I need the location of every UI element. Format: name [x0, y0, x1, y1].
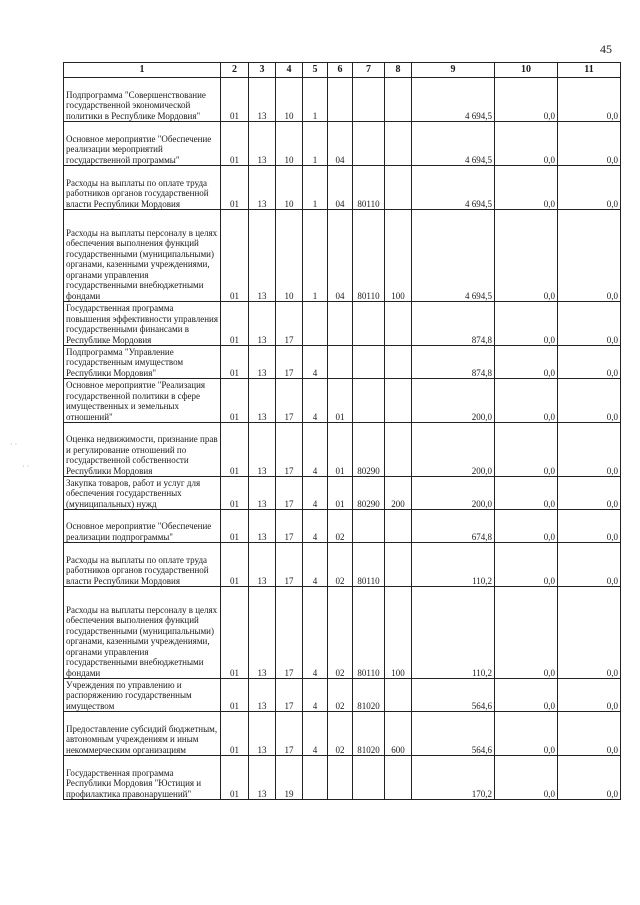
cell-c5: 4 [303, 379, 328, 423]
cell-c8 [385, 379, 412, 423]
cell-c6: 02 [328, 679, 353, 712]
cell-c6: 01 [328, 477, 353, 510]
cell-c6: 02 [328, 712, 353, 756]
cell-c3: 13 [249, 423, 276, 477]
cell-c3: 13 [249, 756, 276, 800]
cell-c5: 4 [303, 423, 328, 477]
cell-c4: 17 [276, 543, 303, 587]
header-cell: 4 [276, 63, 303, 78]
cell-c11: 0,0 [558, 587, 621, 679]
margin-mark: · · [22, 462, 30, 471]
cell-c2: 01 [221, 587, 249, 679]
cell-c10: 0,0 [495, 510, 558, 543]
cell-c10: 0,0 [495, 346, 558, 379]
cell-c2: 01 [221, 78, 249, 122]
cell-c9: 674,8 [412, 510, 495, 543]
cell-c11: 0,0 [558, 379, 621, 423]
cell-c4: 10 [276, 166, 303, 210]
cell-c7: 80110 [353, 587, 385, 679]
cell-c7 [353, 379, 385, 423]
row-name: Расходы на выплаты персоналу в целях обеспечения выполнения функций государственными (муниципальными) органами, казенными учреждениями, органами управления государственными внебюджетными фондами [64, 587, 221, 679]
cell-c10: 0,0 [495, 166, 558, 210]
cell-c6 [328, 756, 353, 800]
cell-c2: 01 [221, 379, 249, 423]
cell-c8 [385, 543, 412, 587]
row-name: Предоставление субсидий бюджетным, автономным учреждениям и иным некоммерческим организациям [64, 712, 221, 756]
row-name: Основное мероприятие "Обеспечение реализации мероприятий государственной программы" [64, 122, 221, 166]
row-name: Государственная программа повышения эффективности управления государственными финансами в Республике Мордовия [64, 302, 221, 346]
header-cell: 11 [558, 63, 621, 78]
cell-c10: 0,0 [495, 712, 558, 756]
cell-c4: 17 [276, 423, 303, 477]
cell-c5: 4 [303, 712, 328, 756]
cell-c4: 10 [276, 78, 303, 122]
header-cell: 3 [249, 63, 276, 78]
cell-c4: 10 [276, 210, 303, 302]
cell-c4: 17 [276, 346, 303, 379]
cell-c9: 4 694,5 [412, 78, 495, 122]
cell-c7 [353, 756, 385, 800]
cell-c6 [328, 78, 353, 122]
cell-c8: 100 [385, 210, 412, 302]
cell-c9: 564,6 [412, 679, 495, 712]
cell-c8 [385, 346, 412, 379]
cell-c2: 01 [221, 302, 249, 346]
cell-c11: 0,0 [558, 302, 621, 346]
cell-c7: 81020 [353, 712, 385, 756]
row-name: Расходы на выплаты по оплате труда работников органов государственной власти Республики Мордовия [64, 543, 221, 587]
cell-c11: 0,0 [558, 477, 621, 510]
cell-c2: 01 [221, 122, 249, 166]
cell-c6: 02 [328, 543, 353, 587]
cell-c11: 0,0 [558, 543, 621, 587]
cell-c8: 600 [385, 712, 412, 756]
cell-c2: 01 [221, 477, 249, 510]
cell-c11: 0,0 [558, 510, 621, 543]
table-row [64, 379, 621, 423]
cell-c9: 874,8 [412, 346, 495, 379]
row-name: Подпрограмма "Управление государственным имуществом Республики Мордовия" [64, 346, 221, 379]
cell-c9: 564,6 [412, 712, 495, 756]
cell-c7 [353, 346, 385, 379]
cell-c3: 13 [249, 510, 276, 543]
row-name: Основное мероприятие "Реализация государственной политики в сфере имущественных и земельных отношений" [64, 379, 221, 423]
table-row [64, 477, 621, 510]
row-name: Учреждения по управлению и распоряжению государственным имуществом [64, 679, 221, 712]
cell-c5 [303, 302, 328, 346]
cell-c3: 13 [249, 712, 276, 756]
cell-c9: 4 694,5 [412, 210, 495, 302]
cell-c5: 1 [303, 78, 328, 122]
cell-c4: 17 [276, 587, 303, 679]
cell-c2: 01 [221, 346, 249, 379]
cell-c11: 0,0 [558, 712, 621, 756]
cell-c6: 04 [328, 166, 353, 210]
cell-c4: 17 [276, 510, 303, 543]
header-cell: 8 [385, 63, 412, 78]
cell-c2: 01 [221, 543, 249, 587]
page-number: 45 [600, 42, 612, 56]
cell-c6: 01 [328, 423, 353, 477]
cell-c4: 17 [276, 302, 303, 346]
cell-c3: 13 [249, 166, 276, 210]
cell-c3: 13 [249, 477, 276, 510]
cell-c3: 13 [249, 78, 276, 122]
cell-c7: 80110 [353, 166, 385, 210]
cell-c6: 04 [328, 210, 353, 302]
cell-c8 [385, 302, 412, 346]
table-row [64, 510, 621, 543]
cell-c11: 0,0 [558, 423, 621, 477]
cell-c4: 17 [276, 477, 303, 510]
cell-c11: 0,0 [558, 679, 621, 712]
cell-c3: 13 [249, 346, 276, 379]
cell-c8 [385, 510, 412, 543]
cell-c3: 13 [249, 379, 276, 423]
header-cell: 5 [303, 63, 328, 78]
cell-c7 [353, 78, 385, 122]
cell-c8 [385, 679, 412, 712]
table-row [64, 346, 621, 379]
cell-c9: 4 694,5 [412, 122, 495, 166]
cell-c2: 01 [221, 679, 249, 712]
cell-c10: 0,0 [495, 302, 558, 346]
cell-c9: 874,8 [412, 302, 495, 346]
cell-c7: 81020 [353, 679, 385, 712]
cell-c4: 10 [276, 122, 303, 166]
cell-c11: 0,0 [558, 210, 621, 302]
cell-c9: 110,2 [412, 587, 495, 679]
cell-c3: 13 [249, 122, 276, 166]
cell-c10: 0,0 [495, 423, 558, 477]
cell-c7: 80290 [353, 423, 385, 477]
header-cell: 10 [495, 63, 558, 78]
cell-c3: 13 [249, 679, 276, 712]
budget-table [63, 62, 621, 800]
cell-c10: 0,0 [495, 210, 558, 302]
header-cell: 7 [353, 63, 385, 78]
cell-c4: 19 [276, 756, 303, 800]
cell-c10: 0,0 [495, 122, 558, 166]
cell-c8 [385, 78, 412, 122]
cell-c11: 0,0 [558, 756, 621, 800]
cell-c11: 0,0 [558, 346, 621, 379]
cell-c11: 0,0 [558, 78, 621, 122]
cell-c11: 0,0 [558, 166, 621, 210]
cell-c11: 0,0 [558, 122, 621, 166]
cell-c6 [328, 346, 353, 379]
table-row [64, 587, 621, 679]
cell-c10: 0,0 [495, 379, 558, 423]
table-row [64, 78, 621, 122]
row-name: Расходы на выплаты персоналу в целях обеспечения выполнения функций государственными (муниципальными) органами, казенными учреждениями, органами управления государственными внебюджетными фондами [64, 210, 221, 302]
cell-c6: 02 [328, 587, 353, 679]
cell-c10: 0,0 [495, 587, 558, 679]
cell-c5: 4 [303, 477, 328, 510]
cell-c7: 80110 [353, 210, 385, 302]
cell-c8: 200 [385, 477, 412, 510]
cell-c10: 0,0 [495, 78, 558, 122]
cell-c5: 4 [303, 510, 328, 543]
cell-c2: 01 [221, 712, 249, 756]
cell-c9: 170,2 [412, 756, 495, 800]
cell-c3: 13 [249, 302, 276, 346]
cell-c3: 13 [249, 210, 276, 302]
cell-c4: 17 [276, 679, 303, 712]
cell-c4: 17 [276, 712, 303, 756]
cell-c8: 100 [385, 587, 412, 679]
cell-c8 [385, 423, 412, 477]
margin-mark: · · [10, 440, 18, 449]
table-row [64, 543, 621, 587]
row-name: Оценка недвижимости, признание прав и регулирование отношений по государственной собственности Республики Мордовия [64, 423, 221, 477]
table-row [64, 423, 621, 477]
cell-c5 [303, 756, 328, 800]
cell-c5: 1 [303, 210, 328, 302]
table-row [64, 122, 621, 166]
header-cell: 9 [412, 63, 495, 78]
cell-c10: 0,0 [495, 543, 558, 587]
cell-c5: 4 [303, 346, 328, 379]
cell-c9: 4 694,5 [412, 166, 495, 210]
cell-c9: 110,2 [412, 543, 495, 587]
header-cell: 6 [328, 63, 353, 78]
cell-c5: 4 [303, 679, 328, 712]
cell-c2: 01 [221, 210, 249, 302]
table-row [64, 302, 621, 346]
cell-c7 [353, 122, 385, 166]
row-name: Расходы на выплаты по оплате труда работников органов государственной власти Республики Мордовия [64, 166, 221, 210]
row-name: Государственная программа Республики Мордовия "Юстиция и профилактика правонарушений" [64, 756, 221, 800]
cell-c3: 13 [249, 587, 276, 679]
cell-c5: 1 [303, 166, 328, 210]
cell-c5: 1 [303, 122, 328, 166]
cell-c5: 4 [303, 587, 328, 679]
cell-c10: 0,0 [495, 679, 558, 712]
table-row [64, 712, 621, 756]
cell-c2: 01 [221, 423, 249, 477]
cell-c2: 01 [221, 756, 249, 800]
cell-c6: 01 [328, 379, 353, 423]
cell-c9: 200,0 [412, 423, 495, 477]
cell-c7 [353, 510, 385, 543]
cell-c2: 01 [221, 166, 249, 210]
cell-c2: 01 [221, 510, 249, 543]
cell-c9: 200,0 [412, 477, 495, 510]
table-row [64, 210, 621, 302]
cell-c7: 80110 [353, 543, 385, 587]
header-row [64, 63, 621, 78]
cell-c6: 02 [328, 510, 353, 543]
cell-c6 [328, 302, 353, 346]
cell-c7: 80290 [353, 477, 385, 510]
table-row [64, 756, 621, 800]
cell-c5: 4 [303, 543, 328, 587]
table-row [64, 166, 621, 210]
cell-c7 [353, 302, 385, 346]
cell-c4: 17 [276, 379, 303, 423]
cell-c6: 04 [328, 122, 353, 166]
header-cell: 1 [64, 63, 221, 78]
row-name: Основное мероприятие "Обеспечение реализации подпрограммы" [64, 510, 221, 543]
cell-c10: 0,0 [495, 756, 558, 800]
cell-c10: 0,0 [495, 477, 558, 510]
cell-c9: 200,0 [412, 379, 495, 423]
cell-c8 [385, 122, 412, 166]
table-row [64, 679, 621, 712]
cell-c8 [385, 756, 412, 800]
cell-c8 [385, 166, 412, 210]
row-name: Подпрограмма "Совершенствование государственной экономической политики в Республике Мордовия" [64, 78, 221, 122]
cell-c3: 13 [249, 543, 276, 587]
header-cell: 2 [221, 63, 249, 78]
row-name: Закупка товаров, работ и услуг для обеспечения государственных (муниципальных) нужд [64, 477, 221, 510]
